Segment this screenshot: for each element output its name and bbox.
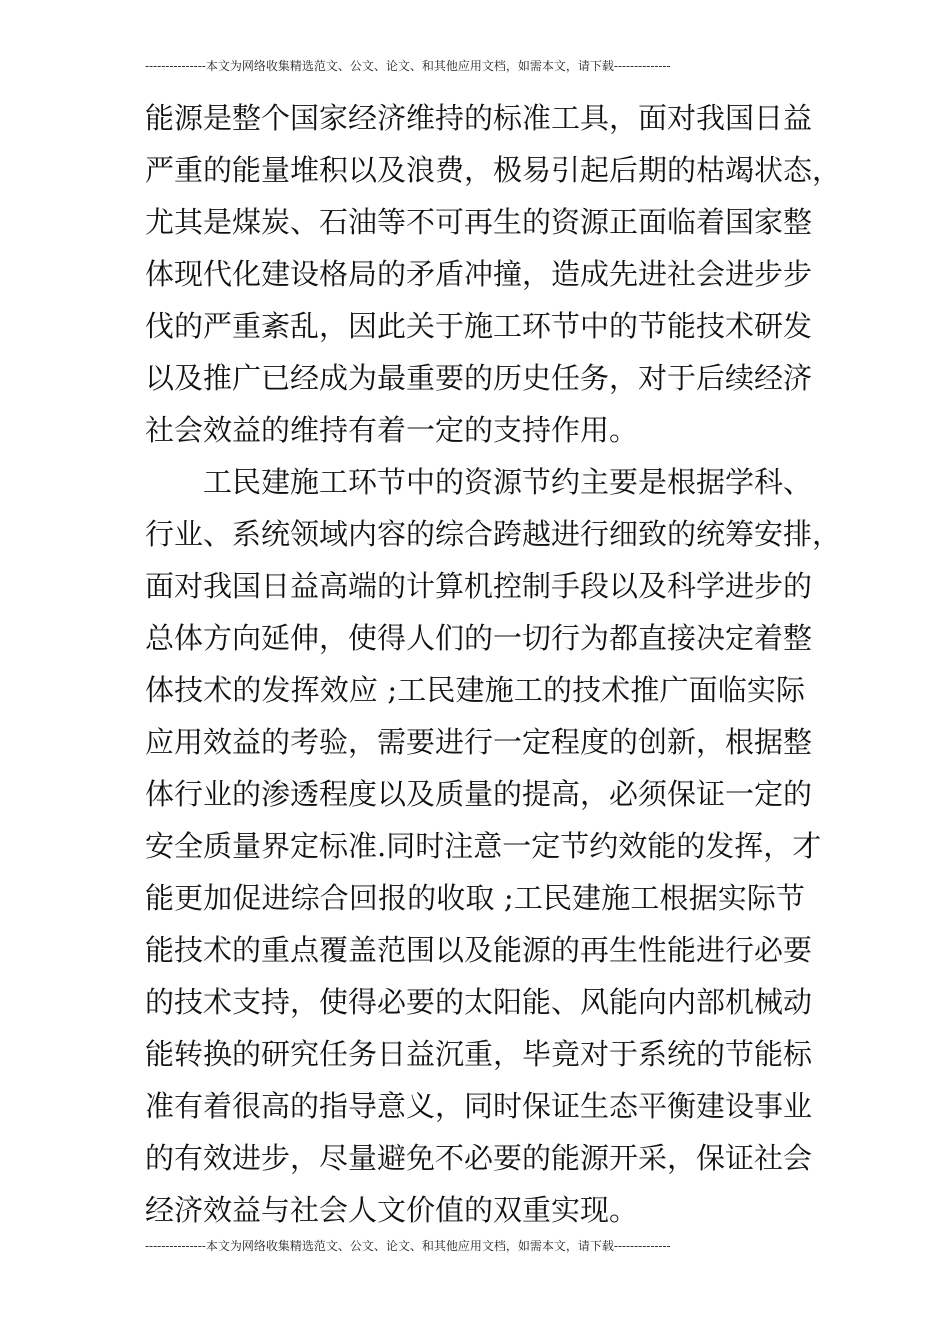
paragraph-line: 体技术的发挥效应 ;工民建施工的技术推广面临实际 [145, 673, 805, 707]
paragraph-line: 的技术支持，使得必要的太阳能、风能向内部机械动 [145, 985, 813, 1019]
paragraph-line: 体现代化建设格局的矛盾冲撞，造成先进社会进步步 [145, 257, 813, 291]
footer-note: ---------------本文为网络收集精选范文、公文、论文、和其他应用文档，如需本文，请下载-------------- [145, 1239, 671, 1253]
paragraph-line: 工民建施工环节中的资源节约主要是根据学科、 [203, 465, 813, 499]
paragraph-line: 以及推广已经成为最重要的历史任务，对于后续经济 [145, 361, 813, 395]
paragraph-line: 社会效益的维持有着一定的支持作用。 [145, 413, 639, 447]
paragraph-line: 体行业的渗透程度以及质量的提高，必须保证一定的 [145, 777, 813, 811]
paragraph-line: 尤其是煤炭、石油等不可再生的资源正面临着国家整 [145, 205, 813, 239]
paragraph-line: 总体方向延伸，使得人们的一切行为都直接决定着整 [145, 621, 813, 655]
paragraph-line: 的有效进步，尽量避免不必要的能源开采，保证社会 [145, 1141, 813, 1175]
paragraph-line: 行业、系统领域内容的综合跨越进行细致的统筹安排， [145, 517, 842, 551]
paragraph-2 [145, 456, 842, 1236]
paragraph-line: 能更加促进综合回报的收取 ;工民建施工根据实际节 [145, 881, 805, 915]
paragraph-line: 应用效益的考验，需要进行一定程度的创新，根据整 [145, 725, 813, 759]
paragraph-line: 严重的能量堆积以及浪费，极易引起后期的枯竭状态， [145, 153, 842, 187]
paragraph-line: 能源是整个国家经济维持的标准工具，面对我国日益 [145, 101, 813, 135]
paragraph-line: 面对我国日益高端的计算机控制手段以及科学进步的 [145, 569, 813, 603]
paragraph-line: 准有着很高的指导意义，同时保证生态平衡建设事业 [145, 1089, 813, 1123]
paragraph-1 [145, 92, 842, 456]
body-text [145, 92, 842, 1236]
paragraph-line: 安全质量界定标准.同时注意一定节约效能的发挥，才 [145, 829, 822, 863]
paragraph-line: 能转换的研究任务日益沉重，毕竟对于系统的节能标 [145, 1037, 813, 1071]
paragraph-line: 经济效益与社会人文价值的双重实现。 [145, 1193, 639, 1227]
paragraph-line: 能技术的重点覆盖范围以及能源的再生性能进行必要 [145, 933, 813, 967]
paragraph-line: 伐的严重紊乱，因此关于施工环节中的节能技术研发 [145, 309, 813, 343]
header-note: ---------------本文为网络收集精选范文、公文、论文、和其他应用文档，如需本文，请下载-------------- [145, 59, 671, 73]
